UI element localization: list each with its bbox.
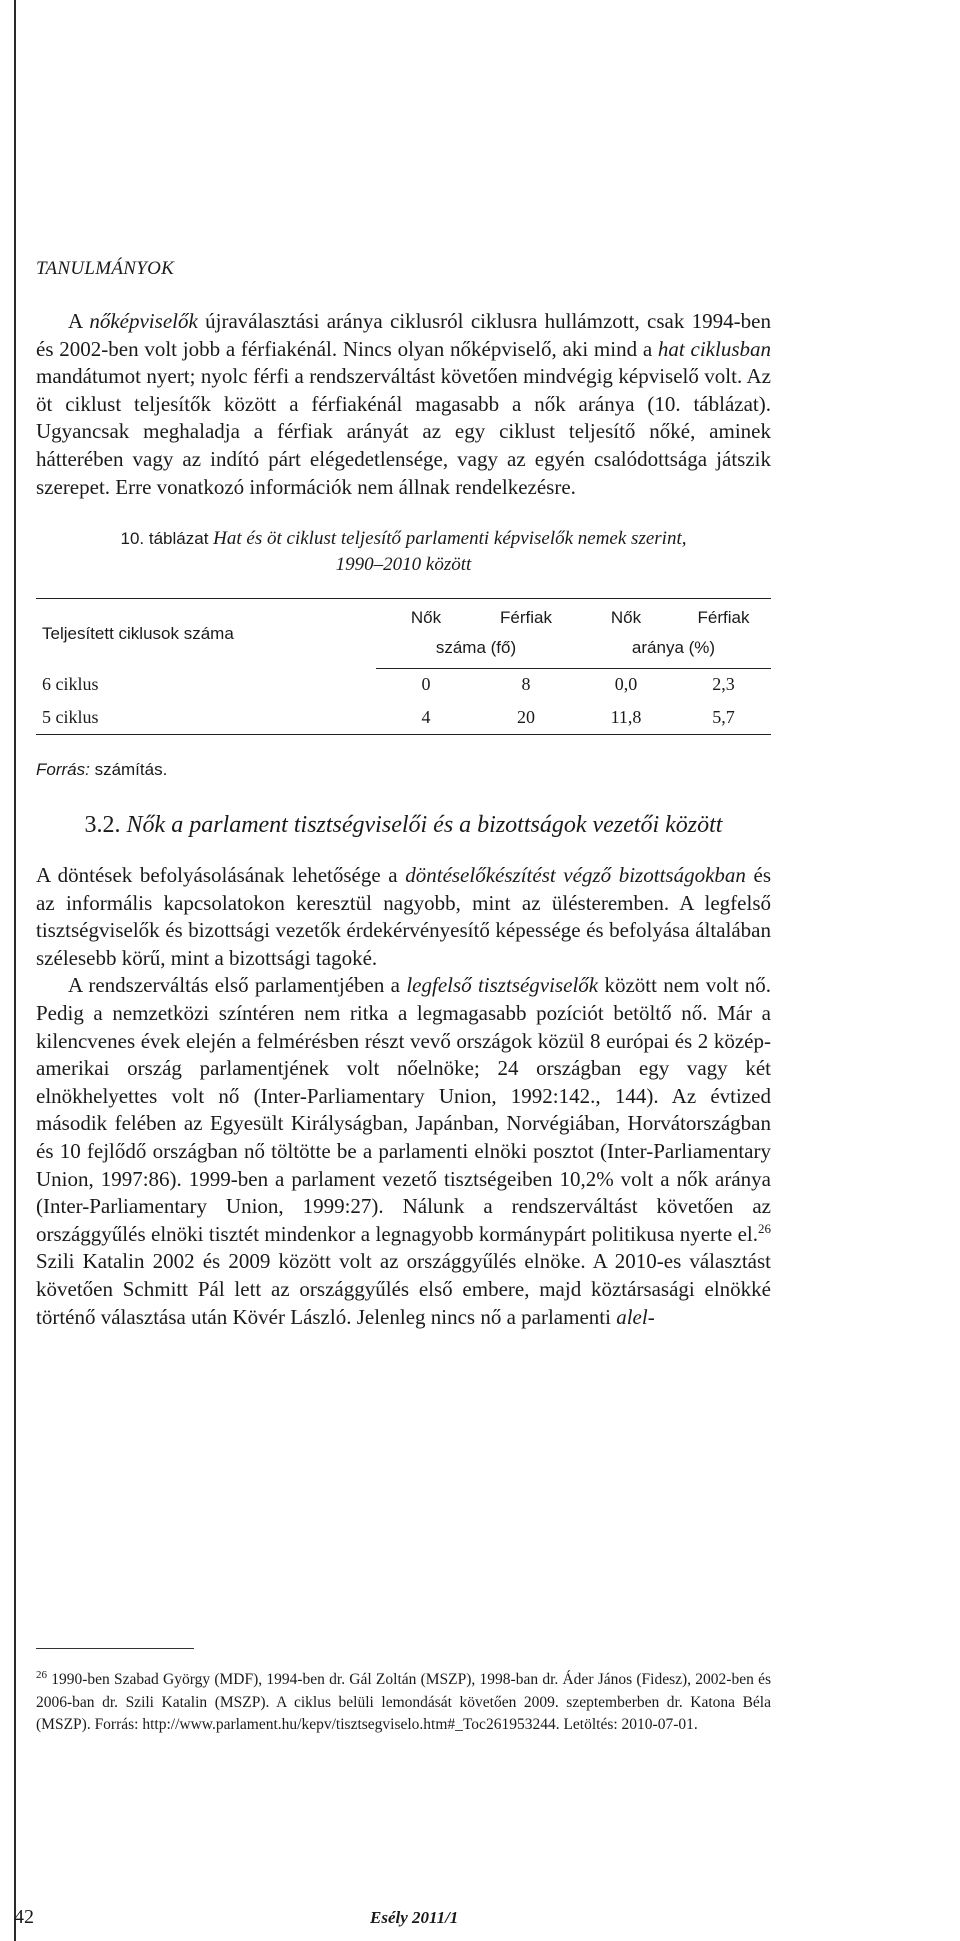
section-tag: TANULMÁNYOK bbox=[36, 258, 175, 279]
subsection-number: 3.2. bbox=[84, 812, 121, 838]
page-number: 42 bbox=[14, 1906, 34, 1928]
cell-men-pct: 2,3 bbox=[712, 674, 735, 695]
p2-text-a: A döntések befolyásolásának lehetősége a bbox=[36, 863, 406, 887]
margin-rule bbox=[14, 0, 16, 1941]
paragraph-3 bbox=[36, 972, 771, 1331]
table-row bbox=[36, 701, 771, 735]
p3-emph-end: alel- bbox=[616, 1304, 655, 1329]
data-table bbox=[36, 598, 771, 735]
cell-men: 20 bbox=[476, 701, 576, 735]
p2-text-b: és az informális kapcsolatokon keresztül nagyobb, mint az ülésteremben. A legfelső tisztségviselők és bizottsági vezetők érdekérvényesítő képessége és befolyása általában szélesebb körű, mint a bizottsági tagoké. bbox=[36, 863, 771, 970]
group-count: száma (fő) bbox=[376, 629, 576, 669]
row-label: 6 ciklus bbox=[42, 674, 99, 694]
col-women-count: Nők bbox=[376, 599, 476, 629]
source-label: Forrás: bbox=[36, 760, 90, 779]
table-caption bbox=[36, 526, 771, 578]
subsection-heading bbox=[36, 812, 771, 839]
footnote bbox=[36, 1664, 771, 1737]
body-section-2 bbox=[36, 862, 771, 1331]
p3-emph: legfelső tisztségviselők bbox=[406, 973, 599, 998]
p3-text-c: Szili Katalin 2002 és 2009 között volt az országgyűlés elnöke. A 2010-es választást követően Schmitt Pál lett az országgyűlés első embere, majd köztársasági elnökké történő választása után Kövér László. Jelenleg nincs nő a parlamenti bbox=[36, 1249, 771, 1329]
p1-text-a: A bbox=[68, 309, 90, 333]
p1-text-b: újraválasztási aránya ciklusról ciklusra hullámzott, csak 1994-ben és 2002-ben volt jobb a férfiakénál. Nincs olyan nőképviselő, aki mind a bbox=[36, 309, 771, 361]
table-row bbox=[36, 669, 771, 701]
p1-emph-b: hat ciklusban bbox=[657, 336, 771, 361]
footnote-text: 1990-ben Szabad György (MDF), 1994-ben dr. Gál Zoltán (MSZP), 1998-ban dr. Áder János (Fidesz), 2002-ben és 2006-ban dr. Szili Katalin (MSZP). A ciklus belüli lemondását követően 2009. szeptemberben dr. Katona Béla (MSZP). Forrás: http://www.parlament.hu/kepv/tisztsegviselo.htm#_Toc261953244. Letöltés: 2010-07-01. bbox=[36, 1671, 771, 1734]
source-text: számítás. bbox=[89, 760, 168, 779]
row-header: Teljesített ciklusok száma bbox=[36, 599, 376, 669]
running-footer: Esély 2011/1 bbox=[370, 1908, 459, 1927]
p3-text-b: között nem volt nő. Pedig a nemzetközi színtéren nem ritka a legmagasabb pozíciót betöltő nő. Már a kilencvenes évek elején a felmérésben részt vevő országok közül 8 európai és 2 közép-amerikai ország parlamentjének volt nőelnöke; 24 országban egy vagy két elnökhelyettes volt nő (Inter-Parliamentary Union, 1992:142., 144). Az évtized második felében az Egyesült Királyságban, Japánban, Norvégiában, Horvátországban és 10 fejlődő országban nő töltötte be a parlamenti elnöki posztot (Inter-Parliamentary Union, 1997:86). 1999-ben a parlament vezető tisztségeiben 10,2% volt a nők aránya (Inter-Parliamentary Union, 1999:27). Nálunk a rendszerváltást követően az országgyűlés elnöki tisztét mindenkor a legnagyobb kormánypárt politikusa nyerte el. bbox=[36, 973, 771, 1246]
col-men-count: Férfiak bbox=[476, 599, 576, 629]
p2-emph: döntéselőkészítést végző bizottságokban bbox=[405, 863, 746, 887]
paragraph-2 bbox=[36, 862, 771, 972]
footnote-number: 26 bbox=[36, 1669, 47, 1681]
cell-men-pct: 5,7 bbox=[676, 701, 771, 735]
cell-women-pct: 11,8 bbox=[576, 701, 676, 735]
table-caption-title: Hat és öt ciklust teljesítő parlamenti képviselők nemek szerint, bbox=[213, 528, 687, 549]
table-source bbox=[36, 760, 167, 780]
cell-women: 4 bbox=[376, 701, 476, 735]
p1-emph-a: nőképviselők bbox=[89, 309, 198, 333]
footnote-ref: 26 bbox=[758, 1220, 771, 1236]
cell-women-pct: 0,0 bbox=[614, 674, 638, 695]
col-men-ratio: Férfiak bbox=[676, 599, 771, 629]
table-caption-lead: 10. táblázat bbox=[120, 529, 209, 548]
group-ratio: aránya (%) bbox=[576, 629, 771, 669]
row-label: 5 ciklus bbox=[36, 701, 376, 735]
cell-men: 8 bbox=[521, 674, 531, 695]
col-women-ratio: Nők bbox=[576, 599, 676, 629]
p1-text-c: mandátumot nyert; nyolc férfi a rendszerváltást követően mindvégig képviselő volt. Az öt ciklust teljesítők között a férfiakénál magasabb a nők aránya (10. táblázat). Ugyancsak meghaladja a férfiak arányát az egy ciklust teljesítő nőké, aminek hátterében vagy az indító párt elégedetlensége, vagy az egyén csalódottsága játszik szerepet. Erre vonatkozó információk nem állnak rendelkezésre. bbox=[36, 364, 771, 499]
paragraph-1 bbox=[36, 308, 771, 501]
cell-women: 0 bbox=[421, 674, 431, 695]
subsection-title: Nők a parlament tisztségviselői és a bizottságok vezetői között bbox=[126, 812, 723, 838]
footnote-rule bbox=[36, 1648, 194, 1649]
table-caption-period: 1990–2010 között bbox=[335, 554, 472, 575]
p3-text-a: A rendszerváltás első parlamentjében a bbox=[68, 973, 407, 998]
